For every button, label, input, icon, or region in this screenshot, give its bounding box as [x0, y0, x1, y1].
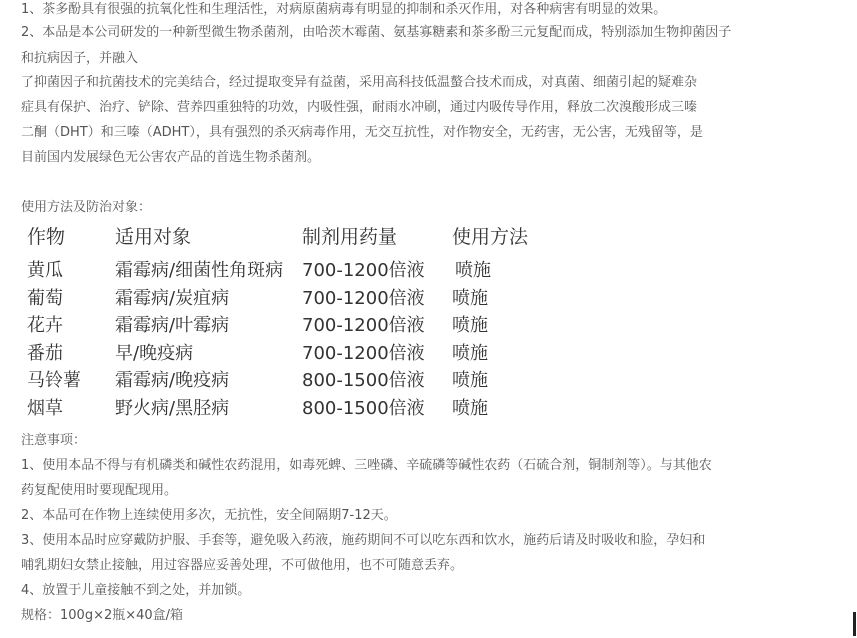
intro-line-4: 了抑菌因子和抗菌技术的完美结合，经过提取变异有益菌，采用高科技低温螯合技术而成，对真菌、细菌引起的疑难杂	[21, 75, 698, 90]
cell-target: 霜霉病/细菌性角斑病	[115, 260, 284, 281]
cell-method: 喷施	[452, 397, 488, 419]
text-cursor-marker	[853, 612, 856, 636]
intro-line-3: 和抗病因子，并融入	[21, 51, 139, 66]
cell-target: 霜霉病/晚疫病	[115, 370, 230, 391]
spec-line: 规格：100g×2瓶×40盒/箱	[21, 608, 184, 623]
header-method: 使用方法	[452, 226, 529, 248]
intro-line-5: 症具有保护、治疗、铲除、营养四重独特的功效，内吸性强，耐雨水冲刷，通过内吸传导作用，释放二次溴酸形成三嗪	[21, 100, 698, 115]
cell-target: 野火病/黑胫病	[115, 397, 230, 419]
cell-crop: 黄瓜	[27, 260, 63, 281]
cell-method: 喷施	[455, 260, 491, 281]
intro-line-7: 目前国内发展绿色无公害农产品的首选生物杀菌剂。	[21, 150, 321, 165]
note-line-3: 2、本品可在作物上连续使用多次，无抗性，安全间隔期7-12天。	[21, 508, 397, 523]
cell-crop: 马铃薯	[27, 370, 81, 391]
cell-crop: 葡萄	[27, 287, 63, 309]
note-line-6: 4、放置于儿童接触不到之处，并加锁。	[21, 583, 251, 598]
header-dosage: 制剂用药量	[302, 226, 398, 248]
header-target: 适用对象	[115, 226, 192, 248]
cell-method: 喷施	[452, 315, 488, 336]
cell-target: 霜霉病/炭疽病	[115, 287, 230, 309]
note-line-5: 哺乳期妇女禁止接触，用过容器应妥善处理，不可做他用，也不可随意丢弃。	[21, 558, 464, 573]
notes-heading: 注意事项：	[21, 433, 87, 448]
note-line-1: 1、使用本品不得与有机磷类和碱性农药混用，如毒死蜱、三唑磷、辛硫磷等碱性农药（石硫合剂，铜制剂等）。与其他农	[21, 458, 712, 473]
cell-dosage: 700-1200倍液	[302, 315, 425, 336]
cell-method: 喷施	[452, 342, 488, 364]
intro-line-6: 二酮（DHT）和三嗪（ADHT），具有强烈的杀灭病毒作用，无交互抗性，对作物安全，无药害，无公害，无残留等，是	[21, 125, 703, 140]
cell-dosage: 800-1500倍液	[302, 370, 425, 391]
cell-dosage: 800-1500倍液	[302, 397, 425, 419]
cell-crop: 番茄	[27, 342, 63, 364]
note-line-2: 药复配使用时要现配现用。	[21, 483, 178, 498]
cell-dosage: 700-1200倍液	[302, 342, 425, 364]
cell-dosage: 700-1200倍液	[302, 287, 425, 309]
cell-target: 早/晚疫病	[115, 342, 194, 364]
intro-line-1: 1、茶多酚具有很强的抗氧化性和生理活性，对病原菌病毒有明显的抑制和杀灭作用，对各种病害有明显的效果。	[21, 2, 667, 17]
usage-heading: 使用方法及防治对象：	[21, 200, 152, 215]
intro-line-2: 2、本品是本公司研发的一种新型微生物杀菌剂，由哈茨木霉菌、氨基寡糖素和茶多酚三元复配而成，特别添加生物抑菌因子	[21, 25, 732, 40]
cell-method: 喷施	[452, 370, 488, 391]
cell-crop: 花卉	[27, 315, 63, 336]
cell-crop: 烟草	[27, 397, 63, 419]
cell-target: 霜霉病/叶霉病	[115, 315, 230, 336]
cell-dosage: 700-1200倍液	[302, 260, 425, 281]
note-line-4: 3、使用本品时应穿戴防护服、手套等，避免吸入药液，施药期间不可以吃东西和饮水，施药后请及时吸收和脸，孕妇和	[21, 533, 706, 548]
header-crop: 作物	[27, 226, 66, 248]
cell-method: 喷施	[452, 287, 488, 309]
